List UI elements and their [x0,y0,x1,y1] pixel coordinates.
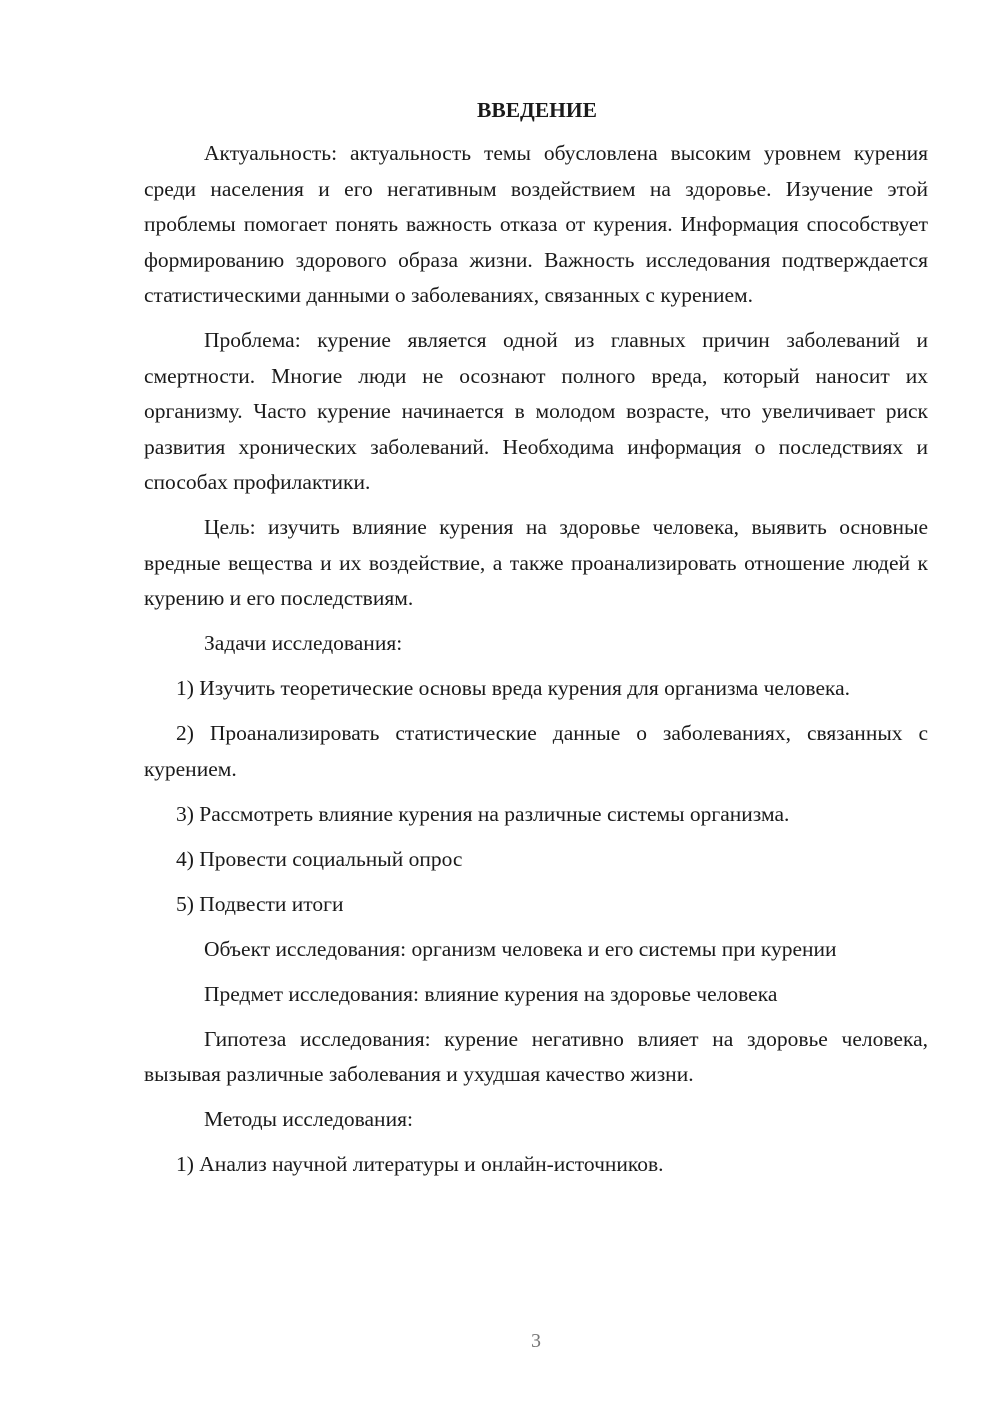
goal-paragraph: Цель: изучить влияние курения на здоровье человека, выявить основные вредные вещества и их воздействие, а также проанализировать отношение людей к курению и его последствиям. [144,515,928,610]
tasks-heading: Задачи исследования: [204,631,403,655]
page-content [144,94,928,1192]
page-title: ВВЕДЕНИЕ [477,98,597,122]
object-paragraph: Объект исследования: организм человека и его системы при курении [204,936,837,961]
task-item: 4) Провести социальный опрос [176,846,463,871]
task-item: 5) Подвести итоги [176,891,344,916]
subject-paragraph: Предмет исследования: влияние курения на здоровье человека [204,981,778,1006]
task-item: 3) Рассмотреть влияние курения на различные системы организма. [176,801,790,826]
task-item: 1) Изучить теоретические основы вреда курения для организма человека. [176,676,851,700]
problem-paragraph: Проблема: курение является одной из главных причин заболеваний и смертности. Многие люди не осознают полного вреда, который наносит их организму. Часто курение начинается в молодом возрасте, что увеличивает риск развития хронических заболеваний. Необходима информация о последствиях и способах профилактики. [144,328,928,494]
relevance-paragraph: Актуальность: актуальность темы обусловлена высоким уровнем курения среди населения и его негативным воздействием на здоровье. Изучение этой проблемы помогает понять важность отказа от курения. Информация способствует формированию здорового образа жизни. Важность исследования подтверждается статистическими данными о заболеваниях, связанных с курением. [144,141,928,307]
hypothesis-paragraph: Гипотеза исследования: курение негативно влияет на здоровье человека, вызывая различные заболевания и ухудшая качество жизни. [144,1026,928,1086]
methods-heading: Методы исследования: [204,1107,413,1131]
page-number: 3 [531,1330,541,1352]
method-item: 1) Анализ научной литературы и онлайн-источников. [176,1152,664,1176]
task-item: 2) Проанализировать статистические данные о заболеваниях, связанных с курением. [144,721,928,781]
